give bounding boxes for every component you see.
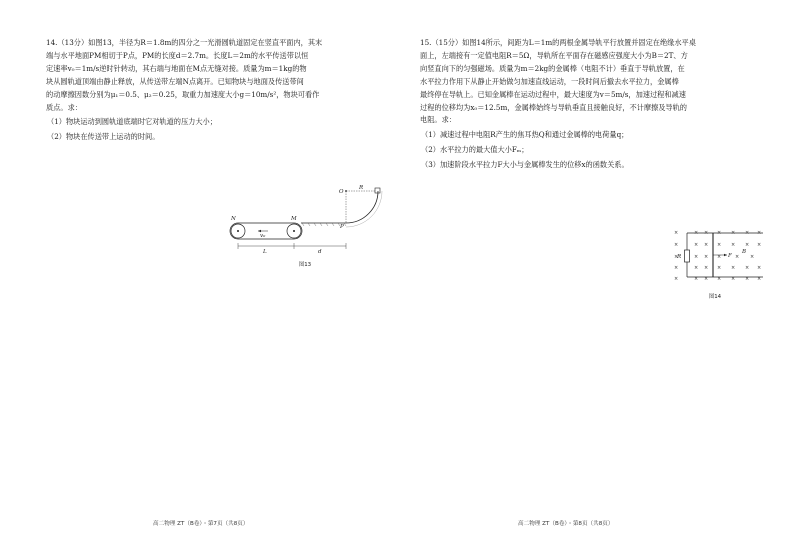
svg-text:×: × xyxy=(704,265,709,271)
question-15 xyxy=(420,37,742,172)
sub-question-3: （3）加速阶段水平拉力F大小与金属棒发生的位移x的函数关系。 xyxy=(421,160,629,170)
svg-text:×: × xyxy=(757,242,762,248)
svg-text:×: × xyxy=(745,265,750,271)
question-score: （13分） xyxy=(57,38,89,47)
question-score: （15分） xyxy=(431,38,463,47)
figure-14-caption: 图14 xyxy=(708,294,722,300)
sub-question-2: （2）物块在传送带上运动的时间。 xyxy=(47,132,160,142)
label-N: N xyxy=(231,216,236,222)
svg-text:×: × xyxy=(694,265,699,271)
question-14-line-4: 块从圆轨道顶端由静止释放，从传送带左端N点离开。已知物块与地面及传送带间 xyxy=(46,76,304,86)
svg-text:×: × xyxy=(674,265,679,271)
svg-text:×: × xyxy=(704,254,709,260)
sub-question-2: （2）水平拉力的最大值大小Fₘ； xyxy=(421,145,529,155)
question-15-line-7: 电阻。求： xyxy=(420,115,456,125)
svg-text:×: × xyxy=(717,230,722,236)
svg-text:×: × xyxy=(674,230,679,236)
page-right xyxy=(400,0,800,550)
label-B: B xyxy=(742,249,747,255)
svg-text:×: × xyxy=(694,242,699,248)
svg-text:×: × xyxy=(731,265,736,271)
svg-text:×: × xyxy=(731,276,736,282)
svg-text:×: × xyxy=(694,276,699,282)
figure-13-diagram xyxy=(222,180,392,260)
question-15-line-1: 15.（15分）如图14所示，间距为L＝1m的两根金属导轨平行放置并固定在绝缘水平桌 xyxy=(420,38,696,47)
question-number: 14. xyxy=(46,38,58,47)
label-F: F xyxy=(728,253,732,259)
question-14-line-1: 14.（13分）如图13，半径为R＝1.8m的四分之一光滑圆轨道固定在竖直平面内，其末 xyxy=(46,38,323,47)
svg-text:×: × xyxy=(745,276,750,282)
svg-text:×: × xyxy=(745,242,750,248)
svg-text:×: × xyxy=(717,242,722,248)
label-R: R xyxy=(677,254,682,260)
figure-14 xyxy=(665,224,765,292)
label-L: L xyxy=(263,249,267,255)
label-O: O xyxy=(339,189,344,195)
svg-text:×: × xyxy=(704,276,709,282)
svg-text:×: × xyxy=(704,230,709,236)
svg-text:×: × xyxy=(674,254,679,260)
sub-question-1: （1）减速过程中电阻R产生的焦耳热Q和通过金属棒的电荷量q； xyxy=(421,130,629,140)
question-15-line-6: 过程的位移均为x₀＝12.5m，金属棒始终与导轨垂直且接触良好，不计摩擦及导轨的 xyxy=(420,102,687,112)
svg-text:×: × xyxy=(745,230,750,236)
svg-text:×: × xyxy=(757,230,762,236)
svg-text:×: × xyxy=(704,242,709,248)
question-14-line-6: 质点。求： xyxy=(46,102,82,112)
label-M: M xyxy=(291,216,297,222)
label-P: P xyxy=(340,224,344,230)
svg-text:×: × xyxy=(694,254,699,260)
sub-question-1: （1）物块运动到圆轨道底端时它对轨道的压力大小； xyxy=(47,117,217,127)
svg-text:×: × xyxy=(674,242,679,248)
question-15-line-2: 面上，左端接有一定值电阻R＝5Ω，导轨所在平面存在磁感应强度大小为B＝2T、方 xyxy=(420,50,688,60)
svg-text:×: × xyxy=(674,276,679,282)
svg-text:×: × xyxy=(717,276,722,282)
svg-text:×: × xyxy=(757,276,762,282)
question-number: 15. xyxy=(420,38,432,47)
label-d: d xyxy=(318,249,322,255)
svg-text:×: × xyxy=(717,265,722,271)
figure-13-caption: 图13 xyxy=(298,262,312,268)
question-15-line-3: 向竖直向下的匀强磁场。质量为m＝2kg的金属棒（电阻不计）垂直于导轨放置，在 xyxy=(420,63,685,73)
label-v0: v₀ xyxy=(260,233,266,239)
page-footer-left: 高二物理 ZT（B卷）・第7页（共8页） xyxy=(153,521,249,527)
svg-text:×: × xyxy=(717,254,722,260)
svg-text:×: × xyxy=(757,265,762,271)
label-R: R xyxy=(359,185,364,191)
figure-14-diagram xyxy=(665,224,765,292)
svg-text:×: × xyxy=(731,242,736,248)
svg-text:×: × xyxy=(735,254,740,260)
question-14-line-5: 的动摩擦因数分别为μ₁＝0.5、μ₂＝0.25，取重力加速度大小g＝10m/s²，物块可看作 xyxy=(46,89,320,99)
figure-13 xyxy=(222,180,392,260)
page-footer-right: 高二物理 ZT（B卷）・第8页（共8页） xyxy=(518,521,614,527)
svg-text:×: × xyxy=(694,230,699,236)
question-14 xyxy=(46,37,364,144)
question-15-line-4: 水平拉力作用下从静止开始做匀加速直线运动，一段时间后撤去水平拉力，金属棒 xyxy=(420,76,679,86)
svg-text:×: × xyxy=(731,230,736,236)
question-14-line-3: 定速率v₀＝1m/s逆时针转动，其右端与地面在M点无缝对接。质量为m＝1kg的物 xyxy=(46,63,307,73)
question-14-line-2: 端与水平地面PM相切于P点，PM的长度d＝2.7m。长度L＝2m的水平传送带以恒 xyxy=(46,50,309,60)
question-15-line-5: 最终停在导轨上。已知金属棒在运动过程中，最大速度为v＝5m/s，加速过程和减速 xyxy=(420,89,686,99)
svg-text:×: × xyxy=(750,254,755,260)
